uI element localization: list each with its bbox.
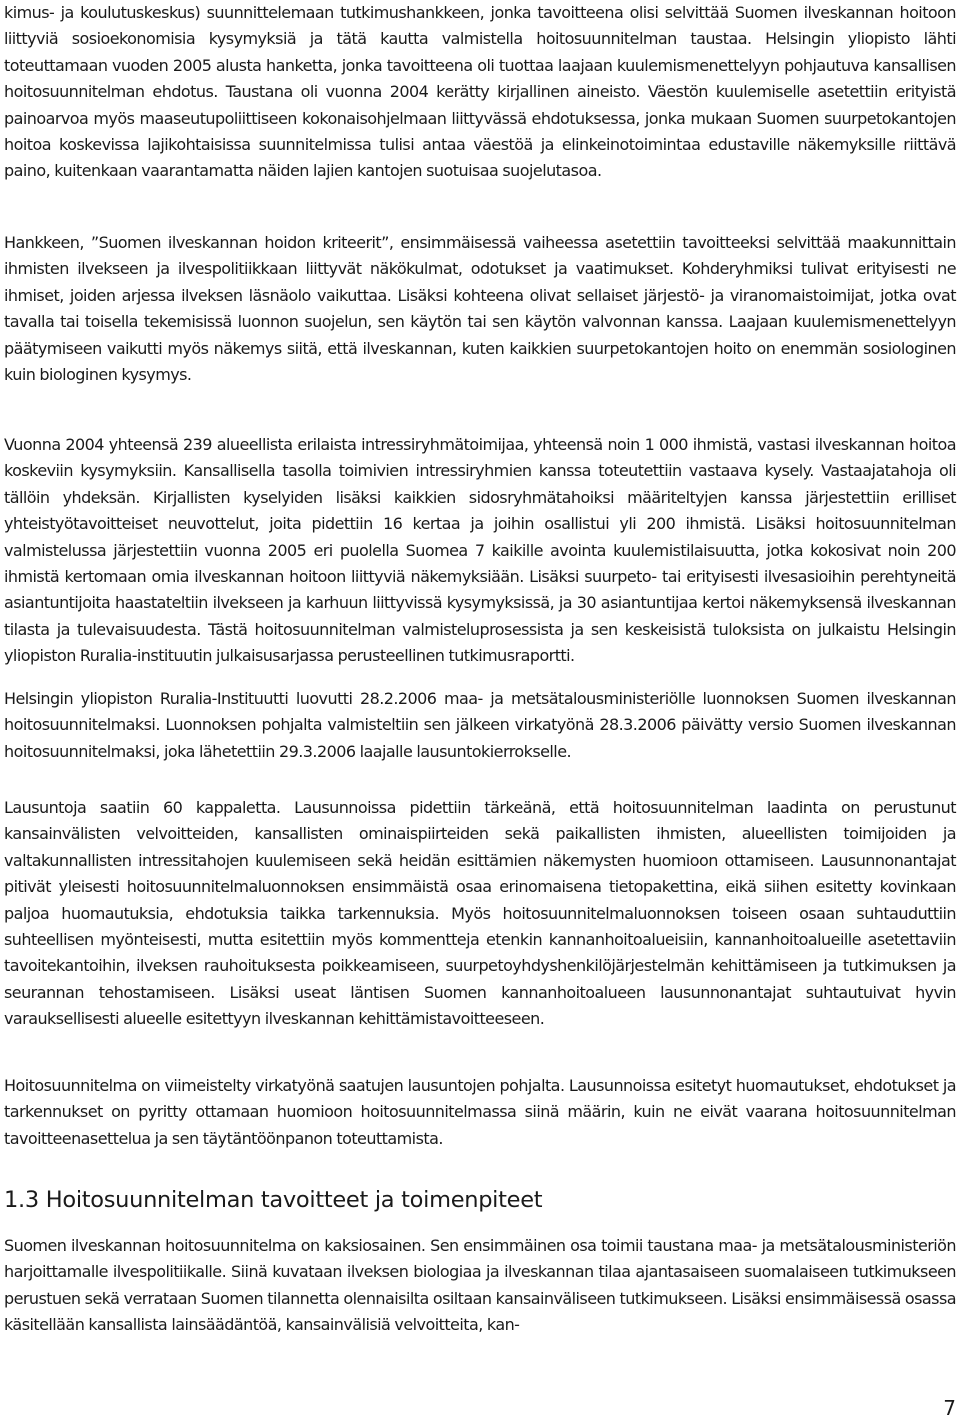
page-number: 7 [943, 1396, 956, 1420]
body-paragraph-2: Hankkeen, ”Suomen ilveskannan hoidon kriteerit”, ensimmäisessä vaiheessa asetettiin tavoitteeksi selvittää maakunnittain ihmisten ilvekseen ja ilvespolitiikkaan liittyvät näkökulmat, odotukset ja vaatimukset. Kohderyhmiksi tulivat erityisesti ne ihmiset, joiden arjessa ilveksen läsnäolo vaikuttaa. Lisäksi kohteena olivat sellaiset järjestö- ja viranomaistoimijat, jotka ovat tavalla tai toisella tekemisissä luonnon suojelun, sen käytön tai sen käytön valvonnan kanssa. Laajaan kuulemismenettelyyn päätymiseen vaikutti myös näkemys siitä, että ilveskannan, kuten kaikkien suurpetokantojen hoito on enemmän sosiologinen kuin biologinen kysymys. [4, 233, 956, 385]
section-heading: 1.3 Hoitosuunnitelman tavoitteet ja toimenpiteet [4, 1187, 543, 1213]
body-paragraph-3: Vuonna 2004 yhteensä 239 alueellista erilaista intressiryhmätoimijaa, yhteensä noin 1 000 ihmistä, vastasi ilveskannan hoitoa koskeviin kysymyksiin. Kansallisella tasolla toimivien intressiryhmien kanssa toteutettiin vastaava kysely. Vastaajatahoja oli tällöin yhdeksän. Kirjallisten kyselyiden lisäksi kaikkien sidosryhmätahoiksi määriteltyjen kanssa järjestettiin erilliset yhteistyötavoitteiset neuvottelut, joita pidettiin 16 kertaa ja joihin osallistui yli 200 ihmistä. Lisäksi hoitosuunnitelman valmistelussa järjestettiin vuonna 2005 eri puolella Suomea 7 kaikille avointa kuulemistilaisuutta, jotka kokosivat noin 200 ihmistä kertomaan omia ilveskannan hoitoon liittyviä näkemyksiään. Lisäksi suurpeto- tai erityisesti ilvesasioihin perehtyneitä asiantuntijoita haastateltiin ilvekseen ja karhuun liittyvissä kysymyksissä, ja 30 asiantuntijaa kertoi näkemyksensä ilveskannan tilasta ja tulevaisuudesta. Tästä hoitosuunnitelman valmisteluprosessista ja sen keskeisistä tuloksista on julkaistu Helsingin yliopiston Ruralia-instituutin julkaisusarjassa perusteellinen tutkimusraportti. [4, 435, 956, 666]
body-paragraph-7: Suomen ilveskannan hoitosuunnitelma on kaksiosainen. Sen ensimmäinen osa toimii taustana maa- ja metsätalousministeriön harjoittamalle ilvespolitiikalle. Siinä kuvataan ilveksen biologiaa ja ilveskannan tilaa ajantasaiseen suomalaiseen tutkimukseen perustuen sekä verrataan Suomen tilannetta olennaisilta osiltaan kansainväliseen tutkimukseen. Lisäksi ensimmäisessä osassa käsitellään kansallista lainsäädäntöä, kansainvälisiä velvoitteita, kan- [4, 1236, 956, 1335]
body-paragraph-6: Hoitosuunnitelma on viimeistelty virkatyönä saatujen lausuntojen pohjalta. Lausunnoissa esitetyt huomautukset, ehdotukset ja tarkennukset on pyritty ottamaan huomioon hoitosuunnitelmassa siinä määrin, kuin ne eivät vaarana hoitosuunnitelman tavoitteenasettelua ja sen täytäntöönpanon toteuttamista. [4, 1076, 956, 1148]
body-paragraph-1: kimus- ja koulutuskeskus) suunnittelemaan tutkimushankkeen, jonka tavoitteena olisi selvittää Suomen ilveskannan hoitoon liittyviä sosioekonomisia kysymyksiä ja tätä kautta valmistella hoitosuunnitelman taustaa. Helsingin yliopisto lähti toteuttamaan vuoden 2005 alusta hanketta, jonka tavoitteena oli tuottaa laajaan kuulemismenettelyyn pohjautuva kansallisen hoitosuunnitelman ehdotus. Taustana oli vuonna 2004 kerätty kirjallinen aineisto. Väestön kuulemiselle asetettiin erityistä painoarvoa myös maaseutupoliittiseen kokonaisohjelmaan liittyvässä ehdotuksessa, jonka mukaan Suomen suurpetokantojen hoitoa koskevissa lajikohtaisissa suunnitelmissa tulisi antaa väestöä ja elinkeinotoimintaa edustaville näkemyksille riittävä paino, kuitenkaan vaarantamatta näiden lajien kantojen suotuisaa suojelutasoa. [4, 3, 956, 181]
body-paragraph-5: Lausuntoja saatiin 60 kappaletta. Lausunnoissa pidettiin tärkeänä, että hoitosuunnitelman laadinta on perustunut kansainvälisten velvoitteiden, kansallisten ominaispiirteiden sekä paikallisten ihmisten, alueellisten toimijoiden ja valtakunnallisten intressitahojen kuulemiseen sekä heidän esittämien näkemysten huomioon ottamiseen. Lausunnonantajat pitivät yleisesti hoitosuunnitelmaluonnoksen ensimmäistä osaa erinomaisena tietopakettina, eikä siihen esitetty kovinkaan paljoa huomautuksia, ehdotuksia taikka tarkennuksia. Myös hoitosuunnitelmaluonnoksen toiseen osaan suhtauduttiin suhteellisen myönteisesti, mutta esitettiin myös kommentteja etenkin kannanhoitoalueisiin, kannanhoitoalueille asetettaviin tavoitekantoihin, ilveksen rauhoituksesta poikkeamiseen, suurpetoyhdyshenkilöjärjestelmän kehittämiseen ja tutkimuksen ja seurannan tehostamiseen. Lisäksi useat läntisen Suomen kannanhoitoalueen lausunnonantajat suhtautuivat hyvin varauksellisesti alueelle esitettyyn ilveskannan kehittämistavoitteeseen. [4, 798, 956, 1029]
body-paragraph-4: Helsingin yliopiston Ruralia-Instituutti luovutti 28.2.2006 maa- ja metsätalousministeriölle luonnoksen Suomen ilveskannan hoitosuunnitelmaksi. Luonnoksen pohjalta valmisteltiin sen jälkeen virkatyönä 28.3.2006 päivätty versio Suomen ilveskannan hoitosuunnitelmaksi, joka lähetettiin 29.3.2006 laajalle lausuntokierrokselle. [4, 689, 956, 761]
